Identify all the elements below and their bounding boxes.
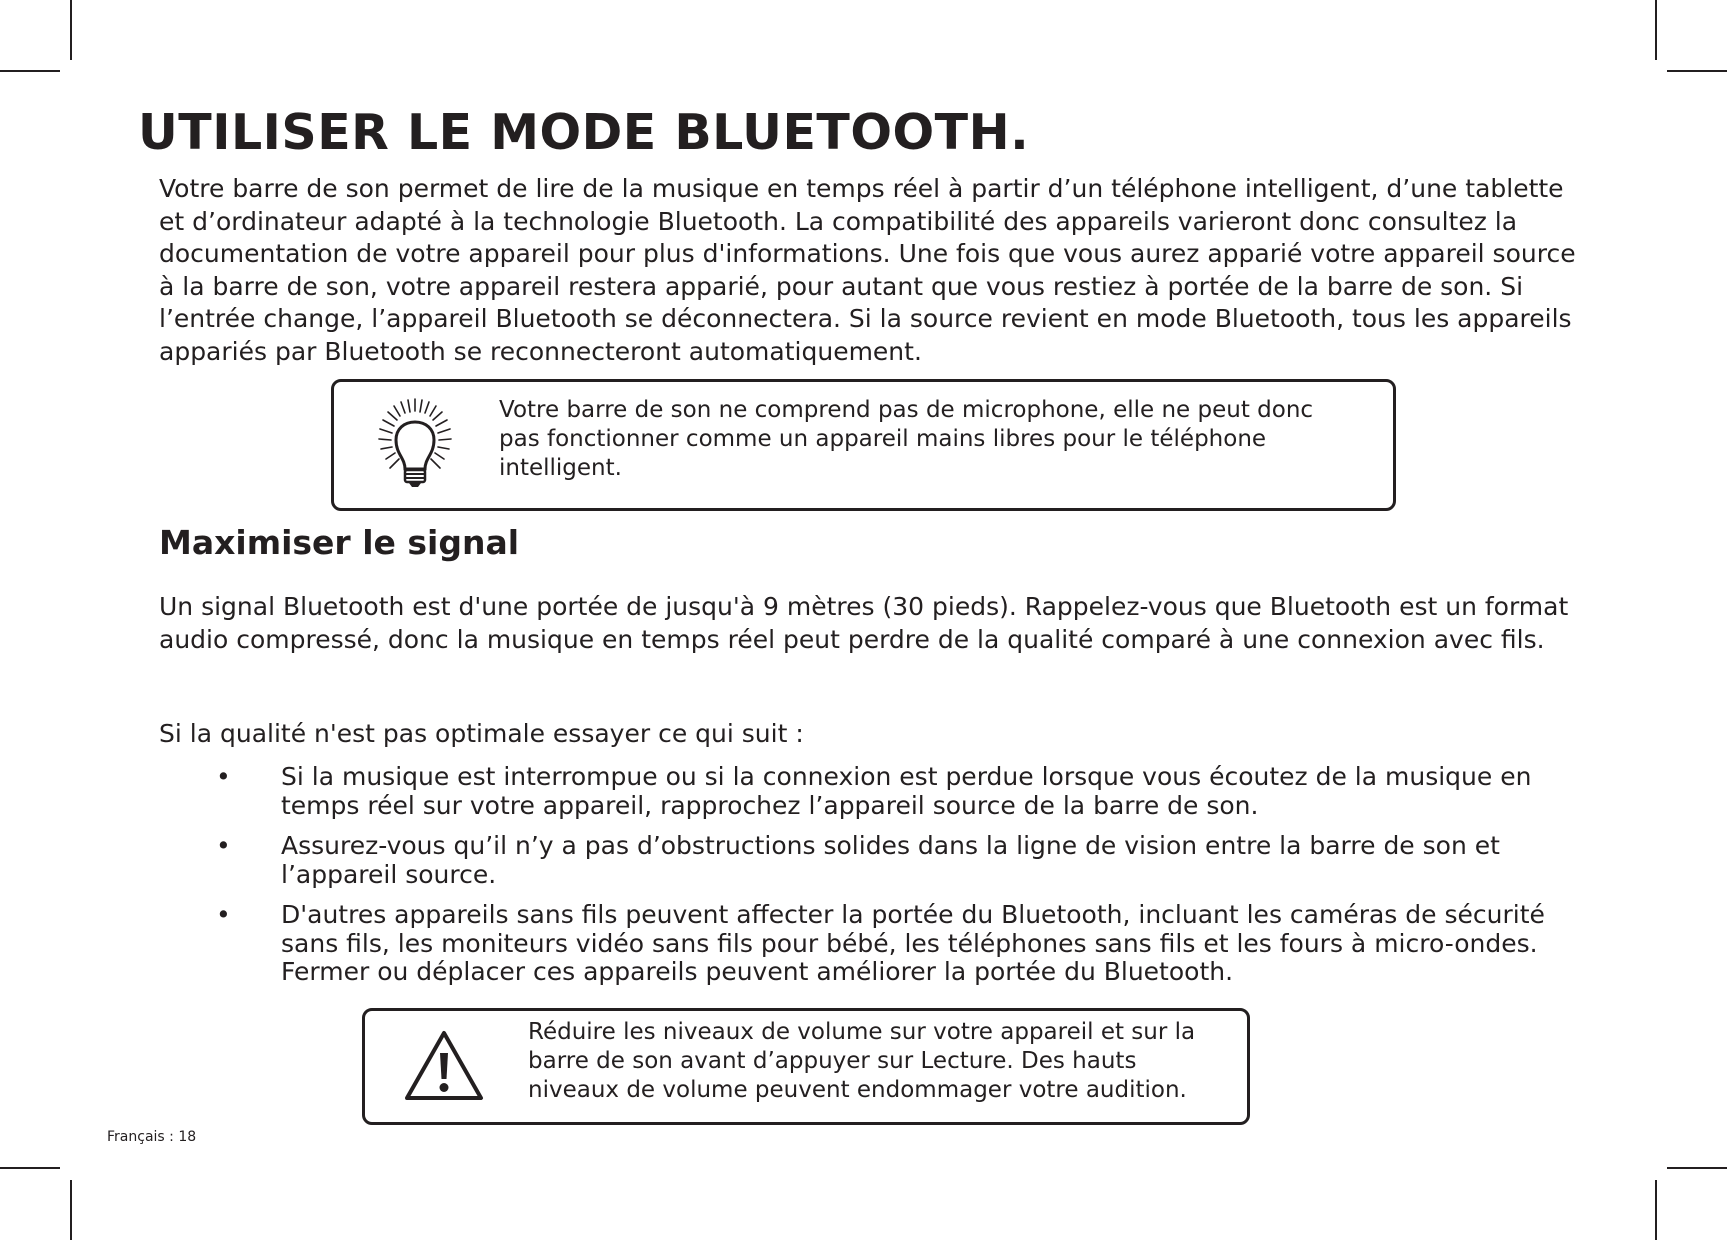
section-paragraph: Un signal Bluetooth est d'une portée de jusqu'à 9 mètres (30 pieds). Rappelez-vous que Bluetooth est un format audio compressé, donc la musique en temps réel peut perdre de la qualité comparé à une connexion avec fils.	[159, 592, 1569, 654]
bullet-icon: •	[216, 900, 231, 929]
section-title: Maximiser le signal	[159, 523, 520, 562]
warning-text: Réduire les niveaux de volume sur votre appareil et sur la barre de son avant d’appuyer sur Lecture. Des hauts niveaux de volume peuvent endommager votre audition.	[528, 1019, 1196, 1103]
crop-mark	[0, 70, 60, 72]
crop-mark	[1667, 1167, 1727, 1169]
crop-mark	[0, 1167, 60, 1169]
warning-icon	[403, 1029, 485, 1103]
crop-mark	[70, 1180, 72, 1240]
crop-mark	[1655, 1180, 1657, 1240]
crop-mark	[70, 0, 72, 60]
warning-callout	[362, 1008, 1250, 1125]
tip-callout	[331, 379, 1396, 511]
bullet-icon: •	[216, 762, 231, 791]
lightbulb-icon	[372, 396, 458, 492]
list-item	[159, 763, 1609, 820]
section-lead: Si la qualité n'est pas optimale essayer ce qui suit :	[159, 719, 804, 748]
list-item	[159, 901, 1609, 987]
bullet-icon: •	[216, 831, 231, 860]
page-number: Français : 18	[107, 1129, 197, 1145]
intro-paragraph: Votre barre de son permet de lire de la musique en temps réel à partir d’un téléphone intelligent, d’une tablette et d’ordinateur adapté à la technologie Bluetooth. La compatibilité des appareils varieront donc consultez la documentation de votre appareil pour plus d'informations. Une fois que vous aurez apparié votre appareil source à la barre de son, votre appareil restera apparié, pour autant que vous restiez à portée de la barre de son. Si l’entrée change, l’appareil Bluetooth se déconnectera. Si la source revient en mode Bluetooth, tous les appareils appariés par Bluetooth se reconnecteront automatiquement.	[159, 174, 1576, 366]
crop-mark	[1667, 70, 1727, 72]
list-item-text: Si la musique est interrompue ou si la connexion est perdue lorsque vous écoutez de la musique en temps réel sur votre appareil, rapprochez l’appareil source de la barre de son.	[281, 762, 1532, 820]
crop-mark	[1655, 0, 1657, 60]
tips-list	[159, 763, 1609, 999]
list-item-text: D'autres appareils sans fils peuvent affecter la portée du Bluetooth, incluant les caméras de sécurité sans fils, les moniteurs vidéo sans fils pour bébé, les téléphones sans fils et les fours à micro-ondes. Fermer ou déplacer ces appareils peuvent améliorer la portée du Bluetooth.	[281, 900, 1545, 986]
list-item	[159, 832, 1609, 889]
tip-text: Votre barre de son ne comprend pas de microphone, elle ne peut donc pas fonctionner comme un appareil mains libres pour le téléphone intelligent.	[499, 397, 1314, 481]
page-title: UTILISER LE MODE BLUETOOTH.	[138, 104, 1030, 161]
list-item-text: Assurez-vous qu’il n’y a pas d’obstructions solides dans la ligne de vision entre la barre de son et l’appareil source.	[281, 831, 1500, 889]
